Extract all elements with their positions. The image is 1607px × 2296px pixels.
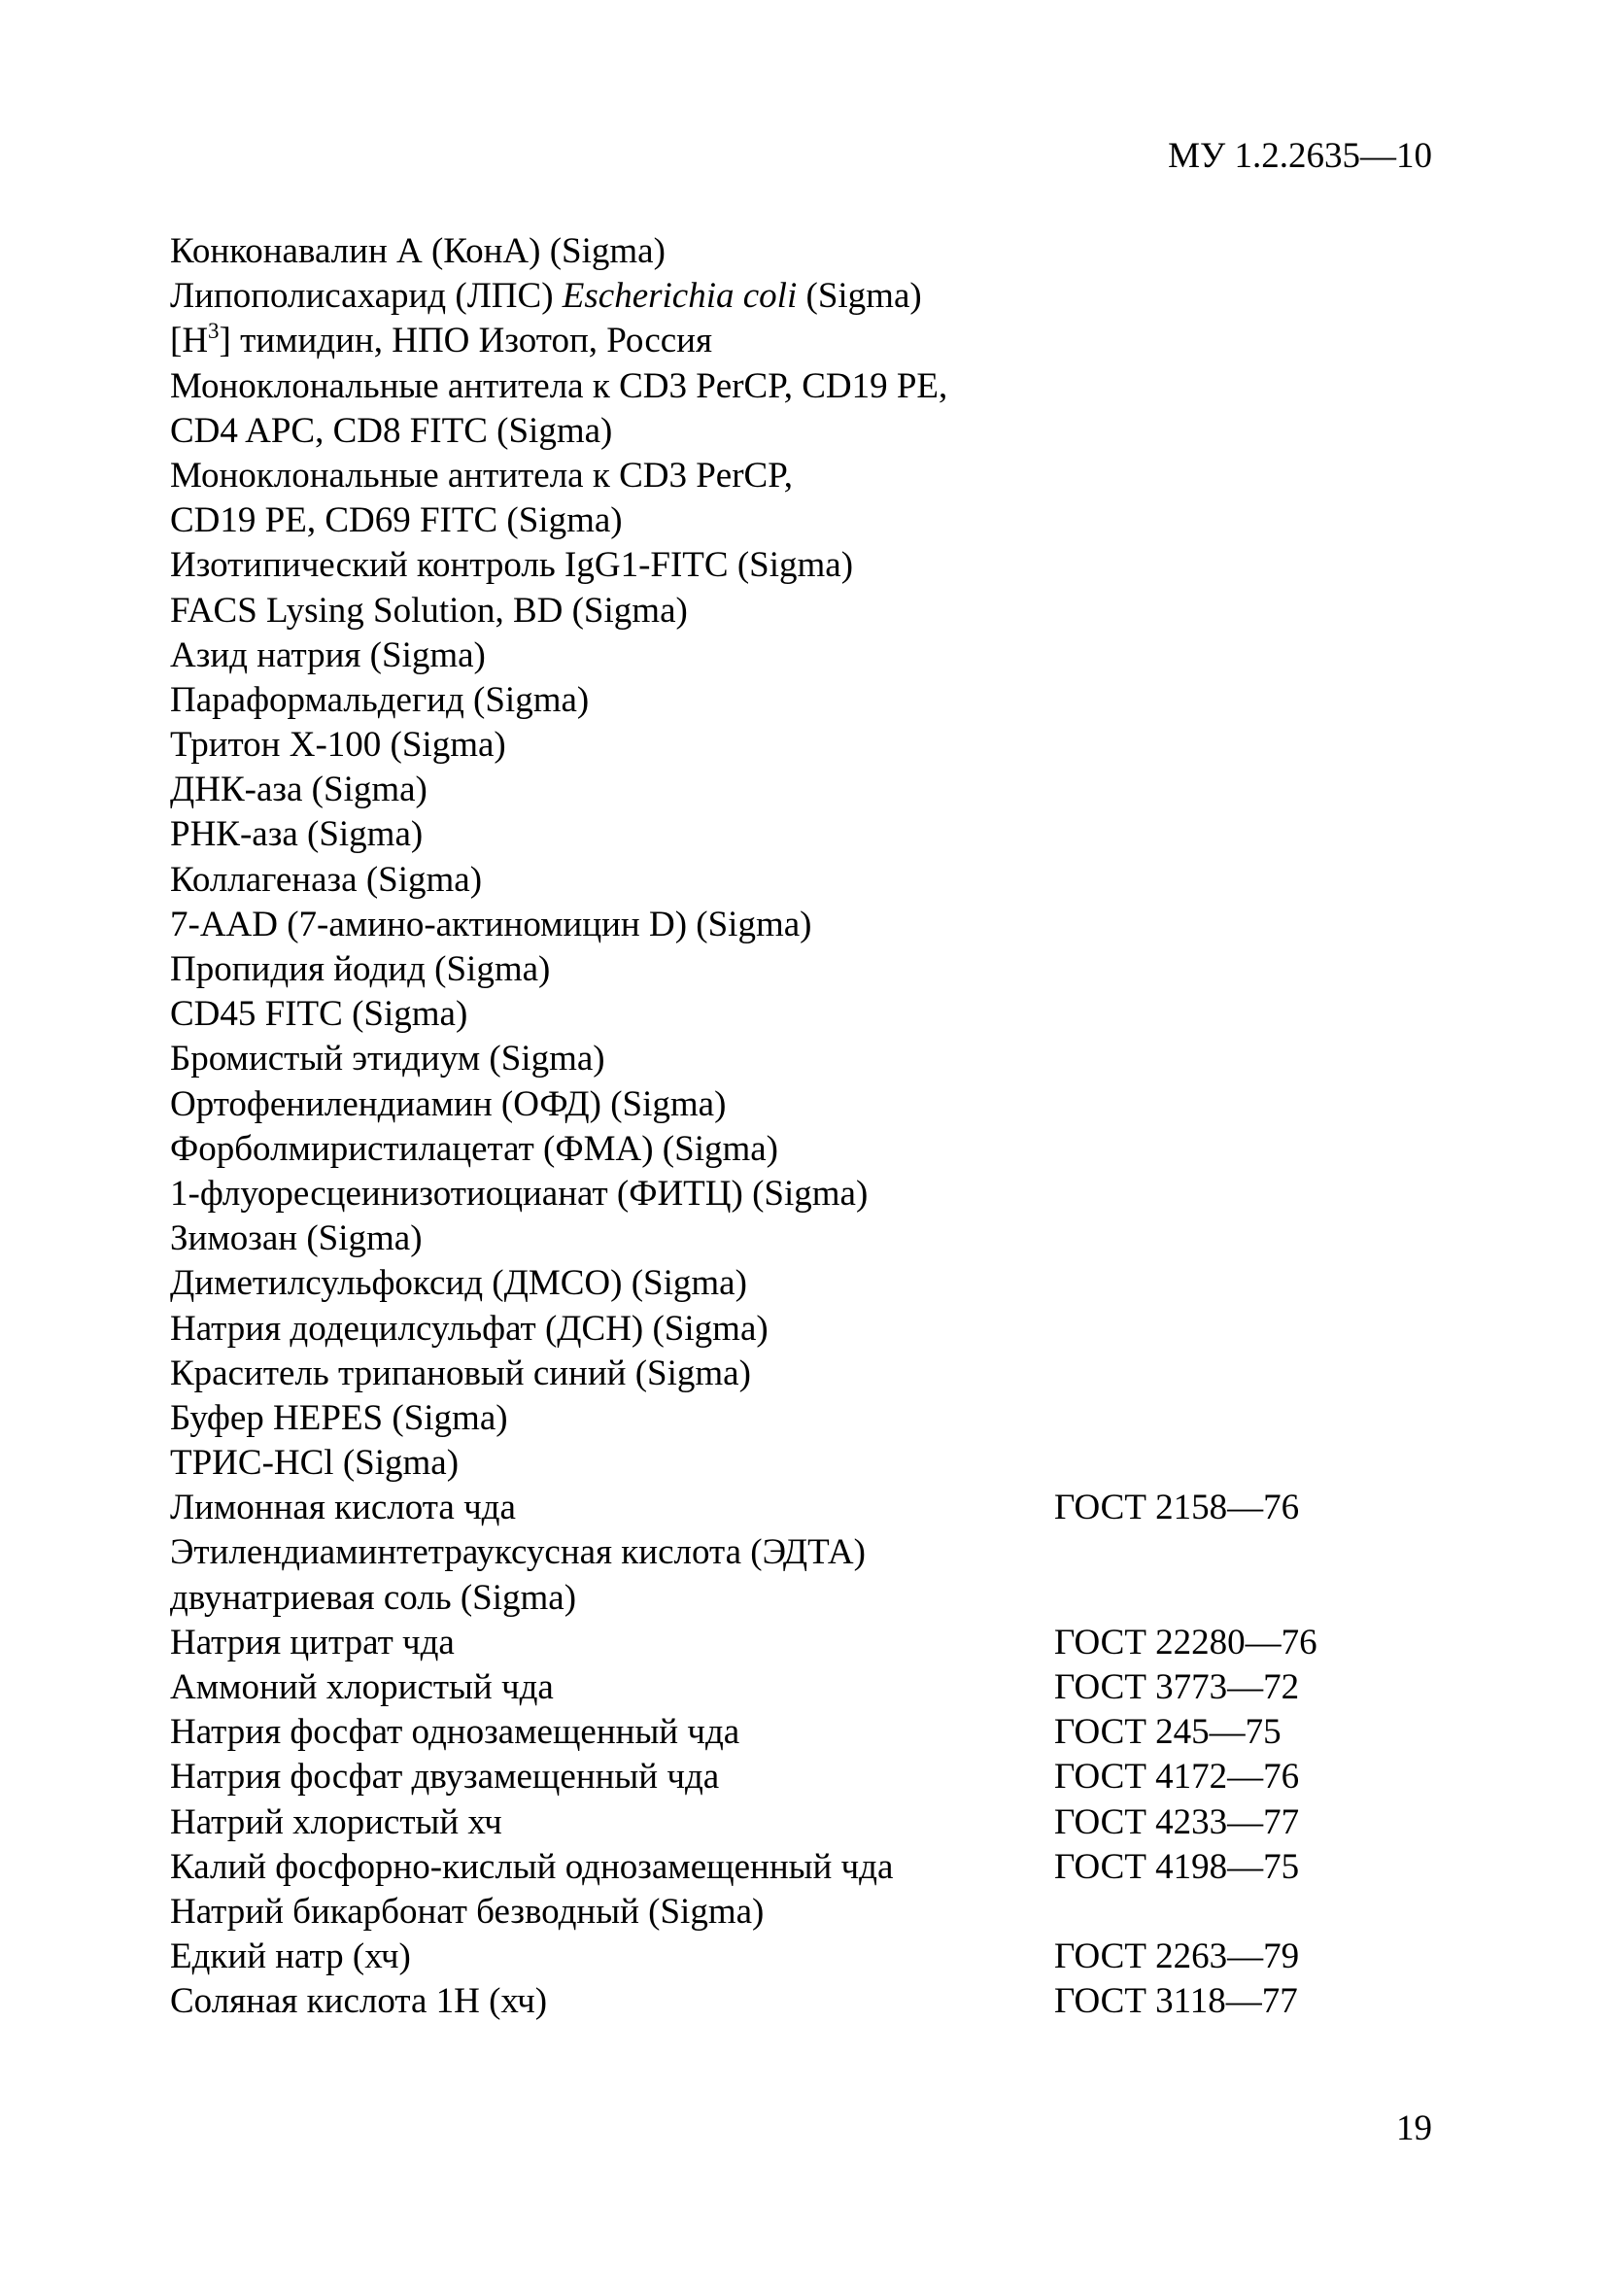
- list-item: [170, 1261, 1433, 1306]
- reagent-name: Лимонная кислота чда: [170, 1488, 516, 1528]
- reagent-standard: ГОСТ 2158—76: [1054, 1488, 1300, 1528]
- list-item: [170, 1441, 1433, 1486]
- reagent-name: Натрий бикарбонат безводный (Sigma): [170, 1891, 765, 1932]
- list-item: [170, 1755, 1433, 1799]
- list-item: [170, 498, 1433, 543]
- reagent-name: CD19 PE, CD69 FITC (Sigma): [170, 500, 623, 541]
- reagent-name: Конконавалин А (КонА) (Sigma): [170, 231, 666, 271]
- reagent-name: Натрия фосфат однозамещенный чда: [170, 1712, 740, 1753]
- isotope-superscript: 3: [208, 319, 220, 344]
- list-item: [170, 454, 1433, 498]
- reagent-standard: ГОСТ 4233—77: [1054, 1801, 1300, 1842]
- reagent-name: Форболмиристилацетат (ФМА) (Sigma): [170, 1128, 779, 1169]
- list-item: [170, 229, 1433, 274]
- list-item: [170, 1127, 1433, 1172]
- reagent-name-part: Липополисахарид (ЛПС): [170, 276, 563, 317]
- reagent-name: Изотипический контроль IgG1-FITC (Sigma): [170, 545, 854, 586]
- reagent-name: Калий фосфорно-кислый однозамещенный чда: [170, 1846, 894, 1887]
- list-item: [170, 1530, 1433, 1575]
- reagent-name: Натрия цитрат чда: [170, 1622, 455, 1662]
- reagent-name: ДНК-аза (Sigma): [170, 770, 427, 810]
- reagent-name: Этилендиаминтетрауксусная кислота (ЭДТА): [170, 1532, 866, 1573]
- reagent-name: Краситель трипановый синий (Sigma): [170, 1353, 751, 1393]
- reagents-list: [170, 229, 1433, 2025]
- reagent-name: Ортофенилендиамин (ОФД) (Sigma): [170, 1083, 727, 1124]
- reagent-name-part: ] тимидин, НПО Изотоп, Россия: [219, 321, 712, 361]
- list-item: [170, 1845, 1433, 1890]
- list-item: [170, 1486, 1433, 1530]
- reagent-name: РНК-аза (Sigma): [170, 814, 424, 855]
- list-item: [170, 768, 1433, 812]
- document-code-header: МУ 1.2.2635—10: [1168, 136, 1432, 176]
- reagent-name: 7-AAD (7-амино-актиномицин D) (Sigma): [170, 904, 812, 944]
- reagent-standard: ГОСТ 4198—75: [1054, 1846, 1300, 1887]
- list-item: [170, 723, 1433, 768]
- reagent-name: ТРИС-HCl (Sigma): [170, 1443, 460, 1484]
- page-number: 19: [1396, 2108, 1432, 2148]
- list-item: [170, 1576, 1433, 1621]
- list-item: [170, 1352, 1433, 1396]
- list-item: [170, 634, 1433, 678]
- reagent-name: Моноклональные антитела к CD3 PerCP,: [170, 455, 793, 496]
- reagent-standard: ГОСТ 3118—77: [1054, 1981, 1298, 2022]
- list-item: [170, 992, 1433, 1037]
- list-item: [170, 1172, 1433, 1217]
- reagent-name: Зимозан (Sigma): [170, 1218, 423, 1259]
- list-item: [170, 903, 1433, 947]
- list-item: [170, 409, 1433, 454]
- reagent-name: Едкий натр (хч): [170, 1936, 411, 1977]
- reagent-name: Азид натрия (Sigma): [170, 634, 486, 675]
- reagent-name-part: (Sigma): [797, 276, 922, 317]
- list-item: [170, 1710, 1433, 1755]
- list-item: [170, 1935, 1433, 1979]
- reagent-name: Буфер HEPES (Sigma): [170, 1397, 508, 1438]
- list-item: [170, 812, 1433, 857]
- list-item: [170, 589, 1433, 634]
- reagent-name: CD45 FITC (Sigma): [170, 994, 468, 1035]
- reagent-name: Параформальдегид (Sigma): [170, 679, 590, 720]
- list-item: [170, 1217, 1433, 1261]
- list-item: [170, 364, 1433, 409]
- list-item: [170, 1307, 1433, 1352]
- reagent-name: Диметилсульфоксид (ДМСО) (Sigma): [170, 1263, 747, 1304]
- reagent-name: Соляная кислота 1Н (хч): [170, 1981, 548, 2022]
- reagent-name: Натрия фосфат двузамещенный чда: [170, 1757, 720, 1798]
- reagent-name-part: [H: [170, 321, 209, 361]
- list-item: [170, 1800, 1433, 1845]
- list-item: [170, 1621, 1433, 1665]
- list-item: [170, 858, 1433, 903]
- list-item: [170, 319, 1433, 363]
- reagent-name: Натрий хлористый хч: [170, 1801, 502, 1842]
- reagent-name: 1-флуоресцеинизотиоцианат (ФИТЦ) (Sigma): [170, 1173, 869, 1214]
- list-item: [170, 1665, 1433, 1710]
- reagent-name: Аммоний хлористый чда: [170, 1667, 554, 1707]
- list-item: [170, 678, 1433, 723]
- reagent-name: Натрия додецилсульфат (ДСН) (Sigma): [170, 1308, 769, 1349]
- list-item: [170, 1396, 1433, 1441]
- reagent-name: двунатриевая соль (Sigma): [170, 1577, 577, 1618]
- reagent-standard: ГОСТ 22280—76: [1054, 1622, 1317, 1662]
- list-item: [170, 1037, 1433, 1081]
- list-item: [170, 543, 1433, 588]
- list-item: [170, 274, 1433, 319]
- list-item: [170, 1890, 1433, 1935]
- reagent-name: Пропидия йодид (Sigma): [170, 949, 551, 989]
- list-item: [170, 1082, 1433, 1127]
- reagent-name: Бромистый этидиум (Sigma): [170, 1039, 605, 1079]
- reagent-name: Моноклональные антитела к CD3 PerCP, CD19 PE,: [170, 365, 948, 406]
- reagent-standard: ГОСТ 245—75: [1054, 1712, 1282, 1753]
- reagent-name: [170, 319, 712, 363]
- list-item: [170, 1979, 1433, 2024]
- reagent-name: Коллагеназа (Sigma): [170, 859, 483, 900]
- list-item: [170, 947, 1433, 992]
- reagent-name: FACS Lysing Solution, BD (Sigma): [170, 590, 688, 631]
- reagent-standard: ГОСТ 3773—72: [1054, 1667, 1300, 1707]
- reagent-name: CD4 APC, CD8 FITC (Sigma): [170, 410, 613, 451]
- reagent-name: Тритон X-100 (Sigma): [170, 725, 506, 766]
- reagent-standard: ГОСТ 4172—76: [1054, 1757, 1300, 1798]
- species-name: Escherichia coli: [562, 276, 798, 317]
- reagent-standard: ГОСТ 2263—79: [1054, 1936, 1300, 1977]
- reagent-name: [170, 274, 922, 319]
